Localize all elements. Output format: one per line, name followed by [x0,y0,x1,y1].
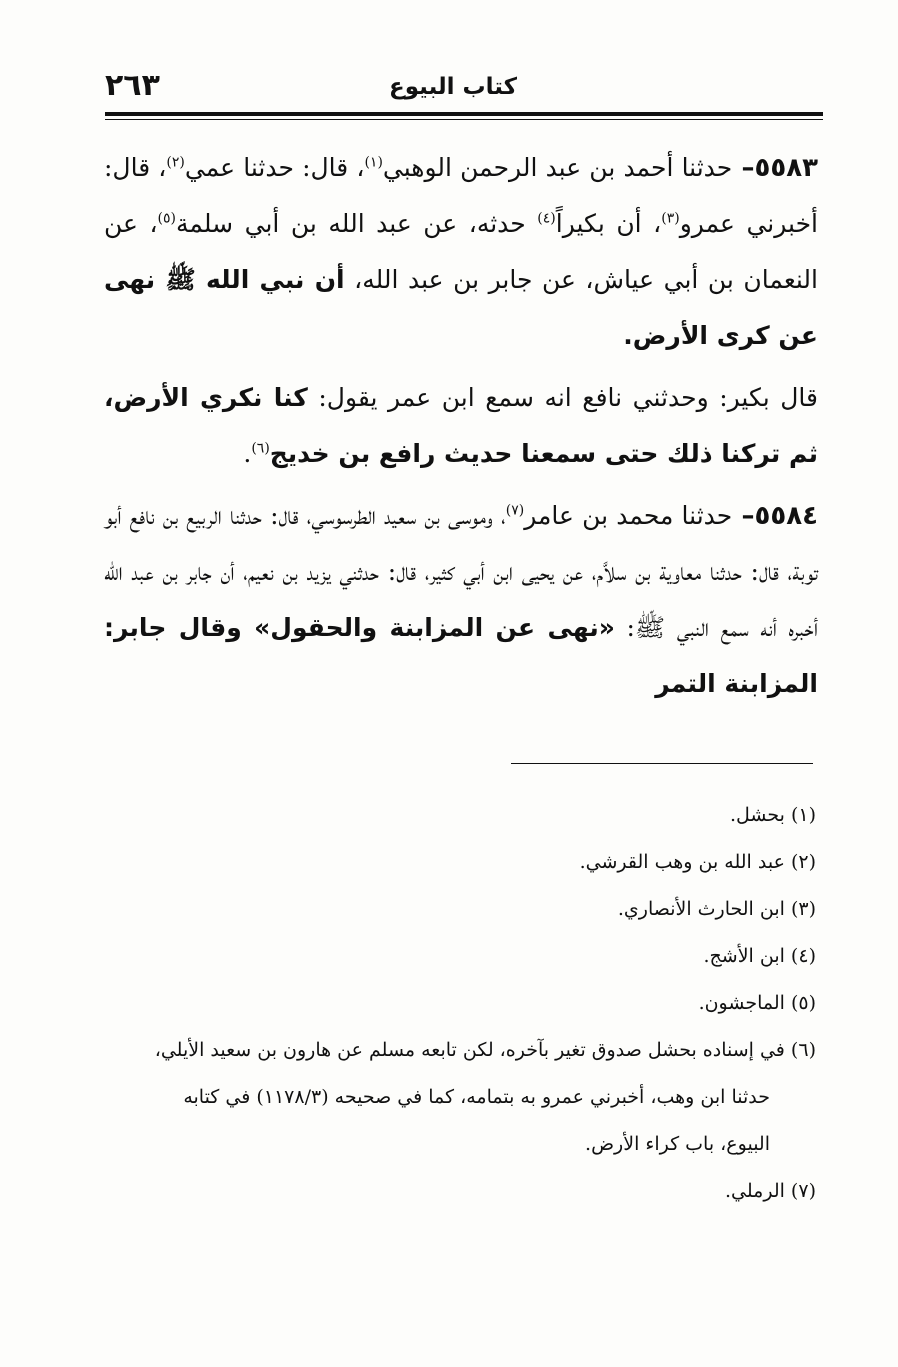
footnote-6-continued: حدثنا ابن وهب، أخبرني عمرو به بتمامه، كما في صحيحه (١١٧٨/٣) في كتابه [183,1086,770,1108]
footnotes [104,792,816,1215]
running-header [105,68,817,114]
footnote-1: (١) بحشل. [729,804,816,826]
hadith-number: ٥٥٨٤ [754,501,818,531]
page-number: ٢٦٣ [105,68,160,103]
footnote-ref: (٣) [661,210,680,227]
hadith-5584: ٥٥٨٤– حدثنا محمد بن عامر$^{(٧)}$، وموسى بن سعيد الطرسوسي، قال: حدثنا الربيع بن نافع أبو توبة، قال: حدثنا معاوية بن سلاَّم، عن يحيى ابن أبي كثير، قال: حدثني يزيد بن نعيم، أن جابر بن عبد الله أخبره أنه سمع النبي ﷺ: «نهى عن المزابنة والحقول» وقال جابر: المزابنة التمر [104,501,818,698]
footnote-ref: (٢) [166,154,185,171]
header-rule-thin [105,119,823,120]
footnote-6-continued: البيوع، باب كراء الأرض. [585,1133,770,1155]
header-rule-thick [105,112,823,116]
chapter-title: كتاب البيوع [389,74,517,100]
hadith-matn: أن نبي الله ﷺ نهى عن كرى الأرض. [104,265,818,350]
footnote-4: (٤) ابن الأشج. [703,945,816,967]
footnote-5: (٥) الماجشون. [698,992,816,1014]
hadith-matn: «نهى عن المزابنة والحقول» وقال جابر: المزابنة التمر [104,613,818,698]
footnote-ref: (١) [364,154,383,171]
hadith-5583: ٥٥٨٣– حدثنا أحمد بن عبد الرحمن الوهبي$^{(١)}$، قال: حدثنا عمي$^{(٢)}$، قال: أخبرني عمرو$^{(٣)}$، أن بكيراً$^{(٤)}$ حدثه، عن عبد الله بن أبي سلمة$^{(٥)}$، عن النعمان بن أبي عياش، عن جابر بن عبد الله، أن نبي الله ﷺ نهى عن كرى الأرض. [104,153,819,350]
hadith-number: ٥٥٨٣ [754,153,819,183]
bukair-report: قال بكير: وحدثني نافع انه سمع ابن عمر يقول: كنا نكري الأرض، ثم تركنا ذلك حتى سمعنا حديث رافع بن خديج$^{(٦)}$. [104,383,818,468]
footnote-2: (٢) عبد الله بن وهب القرشي. [579,851,816,873]
footnote-ref: (٧) [505,502,525,519]
footnote-3: (٣) ابن الحارث الأنصاري. [617,898,816,920]
footnote-separator [511,763,813,764]
footnote-7: (٧) الرملي. [725,1180,816,1202]
bukair-matn: كنا نكري الأرض، ثم تركنا ذلك حتى سمعنا حديث رافع بن خديج [104,383,818,468]
main-text [104,140,818,712]
footnote-6: (٦) في إسناده بحشل صدوق تغير بآخره، لكن تابعه مسلم عن هارون بن سعيد الأيلي، [154,1039,816,1061]
footnote-ref: (٤) [537,210,556,227]
footnote-ref: (٦) [251,440,270,457]
footnote-ref: (٥) [157,210,177,227]
